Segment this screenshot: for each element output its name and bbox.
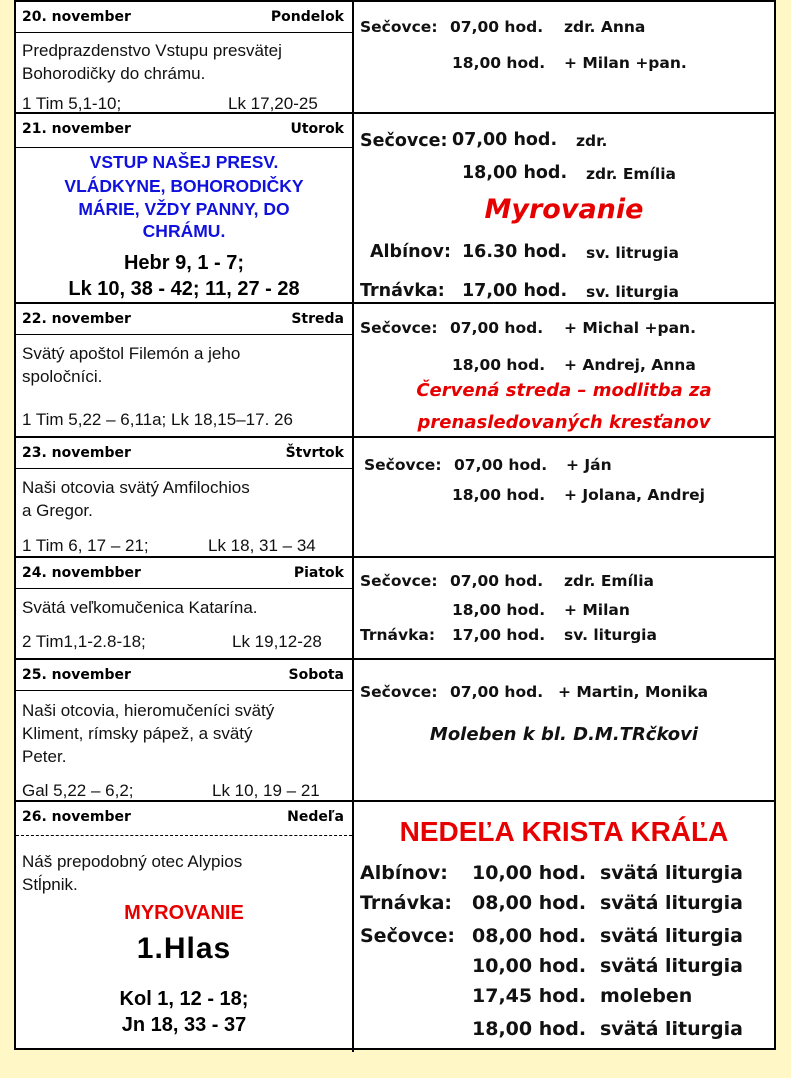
red-wednesday-note: Červená streda – modlitba za xyxy=(416,380,712,401)
day-left-cell xyxy=(16,558,352,660)
day-date: 21. november xyxy=(22,121,131,137)
reading-right: Lk 19,12-28 xyxy=(232,632,322,651)
day-row xyxy=(16,436,774,558)
service-place: Sečovce: xyxy=(360,683,438,701)
service-intent: svätá liturgia xyxy=(600,892,743,914)
service-time: 07,00 hod. xyxy=(452,130,558,150)
day-left-cell xyxy=(16,802,352,1052)
day-services-cell xyxy=(352,304,774,438)
feast-title: MÁRIE, VŽDY PANNY, DO xyxy=(78,199,290,219)
day-date: 20. november xyxy=(22,9,131,25)
service-place: Trnávka: xyxy=(360,281,445,301)
service-intent: svätá liturgia xyxy=(600,925,743,947)
day-description: Náš prepodobný otec Alypios xyxy=(22,852,243,871)
myrovanie-label: MYROVANIE xyxy=(124,902,244,924)
service-place: Trnávka: xyxy=(360,626,436,644)
service-intent: zdr. xyxy=(576,132,608,150)
day-services-cell xyxy=(352,558,774,660)
service-time: 18,00 hod. xyxy=(452,486,546,504)
service-time: 08,00 hod. xyxy=(472,925,587,947)
day-weekday: Piatok xyxy=(293,565,344,581)
tone-label: 1.Hlas xyxy=(136,932,232,965)
day-weekday: Nedeľa xyxy=(287,809,344,825)
moleben-note: Moleben k bl. D.M.TRčkovi xyxy=(429,724,699,745)
day-description: Naši otcovia, hieromučeníci svätý xyxy=(22,701,275,720)
day-weekday: Pondelok xyxy=(270,9,344,25)
day-description: Svätý apoštol Filemón a jeho xyxy=(22,344,241,363)
day-services-cell xyxy=(352,438,774,558)
day-date: 25. november xyxy=(22,667,131,683)
service-time: 17,00 hod. xyxy=(452,626,546,644)
day-header xyxy=(16,2,352,33)
day-date: 22. november xyxy=(22,311,131,327)
red-wednesday-note: prenasledovaných kresťanov xyxy=(417,412,711,433)
feast-title: VSTUP NAŠEJ PRESV. xyxy=(89,152,279,172)
day-description: a Gregor. xyxy=(22,501,93,520)
service-time: 18,00 hod. xyxy=(462,163,568,183)
service-intent: + Milan +pan. xyxy=(564,54,687,72)
reading-right: Lk 10, 19 – 21 xyxy=(212,781,320,800)
service-place: Sečovce: xyxy=(360,319,438,337)
service-intent: + Michal +pan. xyxy=(564,319,696,337)
day-services-cell xyxy=(352,660,774,802)
service-intent: svätá liturgia xyxy=(600,955,743,977)
reading: Jn 18, 33 - 37 xyxy=(121,1014,247,1036)
service-place: Sečovce: xyxy=(364,456,442,474)
day-description: Bohorodičky do chrámu. xyxy=(22,64,206,83)
day-left-cell xyxy=(16,2,352,114)
day-row xyxy=(16,0,774,114)
day-description: Predprazdenstvo Vstupu presvätej xyxy=(22,41,282,60)
day-description: Stĺpnik. xyxy=(22,875,78,894)
day-header xyxy=(16,558,352,589)
service-time: 08,00 hod. xyxy=(472,892,587,914)
day-date: 23. november xyxy=(22,445,131,461)
feast-title: VLÁDKYNE, BOHORODIČKY xyxy=(64,176,304,196)
service-place: Albínov: xyxy=(370,242,451,262)
day-services-cell xyxy=(352,2,774,114)
day-description: spoločníci. xyxy=(22,367,103,386)
day-row xyxy=(16,556,774,660)
day-row xyxy=(16,302,774,438)
service-intent: sv. liturgia xyxy=(586,283,679,301)
day-row xyxy=(16,112,774,304)
day-services-cell xyxy=(352,114,774,304)
reading-left: 2 Tim1,1-2.8-18; xyxy=(22,632,146,651)
day-left-cell xyxy=(16,114,352,304)
day-description: Naši otcovia svätý Amfilochios xyxy=(22,478,250,497)
reading-left: 1 Tim 6, 17 – 21; xyxy=(22,536,149,555)
service-time: 07,00 hod. xyxy=(450,18,544,36)
day-row xyxy=(16,658,774,802)
reading-left: Gal 5,22 – 6,2; xyxy=(22,781,134,800)
sunday-title: NEDEĽA KRISTA KRÁĽA xyxy=(399,816,729,847)
day-services-cell xyxy=(352,802,774,1052)
service-intent: svätá liturgia xyxy=(600,1018,743,1040)
service-time: 17,45 hod. xyxy=(472,985,587,1007)
reading: Hebr 9, 1 - 7; xyxy=(123,252,245,274)
feast-title: CHRÁMU. xyxy=(142,221,226,241)
service-place: Trnávka: xyxy=(360,892,453,914)
service-intent: sv. liturgia xyxy=(564,626,657,644)
service-intent: sv. litrugia xyxy=(586,244,679,262)
day-header xyxy=(16,304,352,335)
service-intent: svätá liturgia xyxy=(600,862,743,884)
service-time: 10,00 hod. xyxy=(472,862,587,884)
day-header xyxy=(16,802,352,836)
day-weekday: Streda xyxy=(291,311,344,327)
day-date: 26. november xyxy=(22,809,131,825)
service-place: Sečovce: xyxy=(360,572,438,590)
reading-right: Lk 17,20-25 xyxy=(228,94,318,113)
reading: Kol 1, 12 - 18; xyxy=(119,988,249,1010)
service-time: 18,00 hod. xyxy=(452,54,546,72)
day-description: Peter. xyxy=(22,747,67,766)
service-intent: + Andrej, Anna xyxy=(564,356,696,374)
service-intent: zdr. Anna xyxy=(564,18,646,36)
schedule-table xyxy=(14,0,776,1050)
day-left-cell xyxy=(16,304,352,438)
reading-right: Lk 18, 31 – 34 xyxy=(208,536,316,555)
service-time: 07,00 hod. xyxy=(450,683,544,701)
myrovanie-note: Myrovanie xyxy=(484,194,644,225)
day-weekday: Sobota xyxy=(288,667,344,683)
day-date: 24. novembber xyxy=(22,565,141,581)
service-time: 18,00 hod. xyxy=(472,1018,587,1040)
service-intent: + Ján xyxy=(566,456,612,474)
day-weekday: Štvrtok xyxy=(285,445,344,461)
service-time: 07,00 hod. xyxy=(454,456,548,474)
service-place: Sečovce: xyxy=(360,925,456,947)
service-time: 17,00 hod. xyxy=(462,281,568,301)
service-intent: + Jolana, Andrej xyxy=(564,486,705,504)
service-time: 16.30 hod. xyxy=(462,242,568,262)
service-intent: moleben xyxy=(600,985,693,1007)
service-time: 18,00 hod. xyxy=(452,601,546,619)
service-place: Sečovce: xyxy=(360,18,438,36)
service-place: Sečovce: xyxy=(360,131,448,151)
day-row xyxy=(16,800,774,1052)
service-time: 10,00 hod. xyxy=(472,955,587,977)
day-left-cell xyxy=(16,660,352,802)
day-description: Kliment, rímsky pápež, a svätý xyxy=(22,724,253,743)
service-intent: + Martin, Monika xyxy=(558,683,709,701)
service-place: Albínov: xyxy=(360,862,448,884)
day-header xyxy=(16,660,352,691)
service-intent: + Milan xyxy=(564,601,630,619)
service-intent: zdr. Emília xyxy=(586,165,676,183)
day-weekday: Utorok xyxy=(290,121,344,137)
day-description: Svätá veľkomučenica Katarína. xyxy=(22,598,258,617)
reading: 1 Tim 5,22 – 6,11a; Lk 18,15–17. 26 xyxy=(22,410,293,429)
reading: Lk 10, 38 - 42; 11, 27 - 28 xyxy=(68,278,300,300)
day-header xyxy=(16,438,352,469)
service-time: 07,00 hod. xyxy=(450,572,544,590)
service-time: 18,00 hod. xyxy=(452,356,546,374)
service-time: 07,00 hod. xyxy=(450,319,544,337)
service-intent: zdr. Emília xyxy=(564,572,654,590)
day-left-cell xyxy=(16,438,352,558)
reading-left: 1 Tim 5,1-10; xyxy=(22,94,122,113)
day-header xyxy=(16,114,352,148)
